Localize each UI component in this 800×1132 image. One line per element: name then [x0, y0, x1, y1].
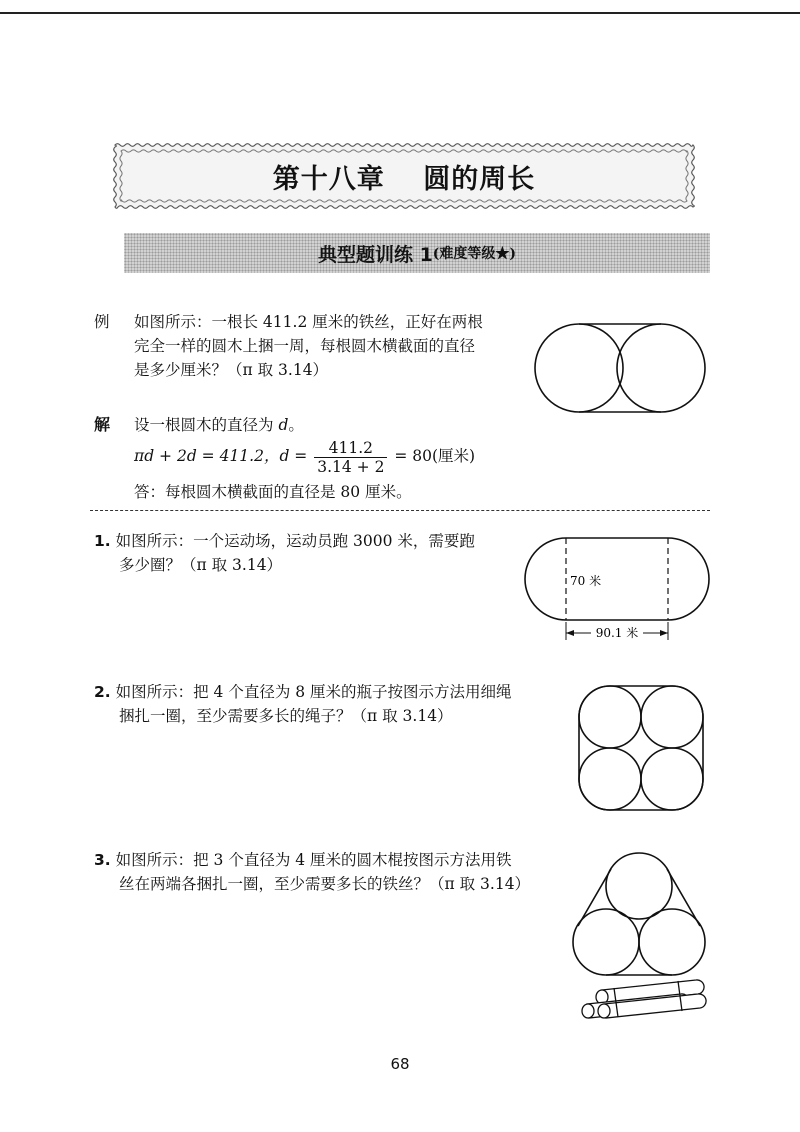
question-2-number: 2.	[94, 683, 111, 701]
example-line-1: 如图所示：一根长 411.2 厘米的铁丝，正好在两根	[134, 313, 483, 331]
section-heading	[124, 233, 710, 273]
question-1-text-1: 如图所示：一个运动场，运动员跑 3000 米，需要跑	[115, 532, 475, 550]
track-height-label: 70 米	[570, 574, 602, 588]
example-line-3: 是多少厘米？（π 取 3.14）	[134, 361, 329, 379]
fraction-numerator: 411.2	[314, 439, 387, 458]
solution-intro-end: 。	[288, 416, 304, 434]
top-rule	[0, 12, 800, 14]
pi-symbol: π	[134, 447, 145, 465]
equation-left: d + 2d = 411.2，d =	[144, 447, 313, 465]
three-logs-figure	[570, 846, 710, 1026]
question-3-text-1: 如图所示：把 3 个直径为 4 厘米的圆木棍按图示方法用铁	[115, 851, 512, 869]
track-figure	[524, 536, 710, 652]
variable-d: d	[278, 416, 289, 434]
solution-answer: 答：每根圆木横截面的直径是 80 厘米。	[134, 483, 412, 501]
question-2-line-2: 捆扎一圈，至少需要多长的绳子？（π 取 3.14）	[119, 707, 453, 725]
example-line-2: 完全一样的圆木上捆一周，每根圆木横截面的直径	[134, 337, 476, 355]
fraction-denominator: 3.14 + 2	[317, 457, 385, 476]
solution-label-text: 解	[94, 415, 111, 434]
question-3-number: 3.	[94, 851, 111, 869]
solution-equation	[134, 436, 475, 476]
solution-label	[94, 414, 110, 436]
two-logs-figure	[530, 318, 710, 418]
track-width-label: 90.1 米	[595, 626, 639, 640]
question-1-line-2: 多少圈？（π 取 3.14）	[119, 556, 283, 574]
section-title: 典型题训练 1	[317, 243, 433, 266]
question-2-line-1	[94, 681, 512, 703]
question-1-line-1	[94, 530, 475, 552]
question-3-line-2: 丝在两端各捆扎一圈，至少需要多长的铁丝？（π 取 3.14）	[119, 875, 531, 893]
solution-intro	[134, 414, 304, 436]
four-bottles-figure	[574, 681, 712, 819]
chapter-title: 第十八章 圆的周长	[272, 163, 536, 195]
page-number: 68	[390, 1055, 410, 1073]
fraction	[314, 439, 387, 476]
example-label: 例	[94, 313, 110, 331]
solution-intro-text: 设一根圆木的直径为	[134, 416, 274, 434]
dashed-divider	[90, 510, 710, 511]
question-3-line-1	[94, 849, 512, 871]
question-2-text-1: 如图所示：把 4 个直径为 8 厘米的瓶子按图示方法用细绳	[115, 683, 512, 701]
equation-right: = 80(厘米)	[389, 447, 476, 465]
difficulty-label: (难度等级★)	[432, 246, 517, 262]
question-1-number: 1.	[94, 532, 111, 550]
